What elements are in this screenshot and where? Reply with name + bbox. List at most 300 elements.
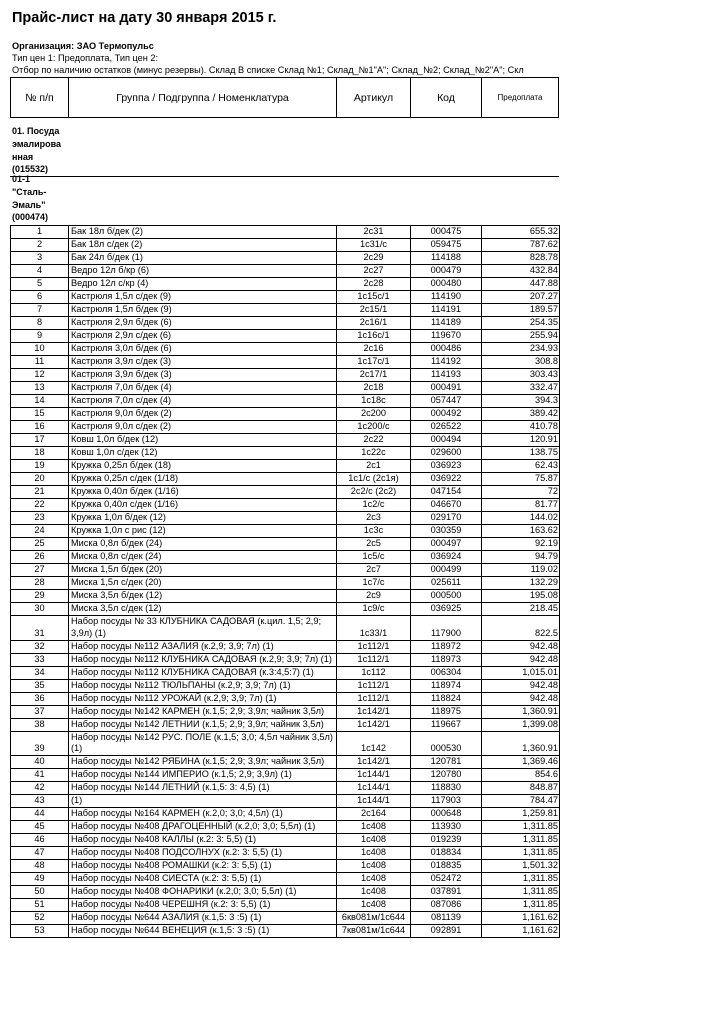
group-heading-line: (000474) (12, 212, 49, 223)
item-price: 308.8 (482, 356, 560, 369)
item-code: 000475 (411, 226, 482, 239)
item-article: 1с112 (337, 666, 411, 679)
filter-line: Отбор по наличию остатков (минус резервы). Склад В списке Склад №1; Склад_№1"А"; Склад_№2; Склад_№2"А"; Скл (12, 65, 524, 75)
item-article: 1с22с (337, 447, 411, 460)
item-price: 189.57 (482, 304, 560, 317)
item-price: 1,311.85 (482, 834, 560, 847)
item-code: 037891 (411, 886, 482, 899)
row-number: 53 (11, 925, 69, 938)
table-row (11, 252, 560, 265)
row-number: 5 (11, 278, 69, 291)
table-row (11, 718, 560, 731)
item-price: 218.45 (482, 603, 560, 616)
price-table (10, 225, 560, 938)
row-number: 38 (11, 718, 69, 731)
table-row (11, 640, 560, 653)
item-article: 2с27 (337, 265, 411, 278)
item-code: 114191 (411, 304, 482, 317)
item-name: Ковш 1,0л с/дек (12) (69, 447, 337, 460)
row-number: 18 (11, 447, 69, 460)
row-number: 41 (11, 769, 69, 782)
item-name: Кружка 1,0л б/дек (12) (69, 512, 337, 525)
item-price: 942.48 (482, 653, 560, 666)
row-number: 23 (11, 512, 69, 525)
table-row (11, 731, 560, 756)
item-article: 1с408 (337, 860, 411, 873)
item-article: 1с408 (337, 834, 411, 847)
item-name: Набор посуды №644 ВЕНЕЦИЯ (к.1,5: 3 :5) (1) (69, 925, 337, 938)
row-number: 50 (11, 886, 69, 899)
item-code: 114192 (411, 356, 482, 369)
row-number: 33 (11, 653, 69, 666)
item-code: 087086 (411, 899, 482, 912)
row-number: 39 (11, 731, 69, 756)
row-number: 4 (11, 265, 69, 278)
item-code: 000648 (411, 808, 482, 821)
item-article: 1с112/1 (337, 653, 411, 666)
item-article: 1с408 (337, 821, 411, 834)
item-price: 72 (482, 486, 560, 499)
item-code: 019239 (411, 834, 482, 847)
item-name: Ведро 12л б/кр (6) (69, 265, 337, 278)
table-row (11, 769, 560, 782)
row-number: 47 (11, 847, 69, 860)
item-article: 1с144/1 (337, 795, 411, 808)
item-price: 942.48 (482, 640, 560, 653)
item-price: 1,399.08 (482, 718, 560, 731)
item-article: 2с15/1 (337, 304, 411, 317)
table-row (11, 847, 560, 860)
table-row (11, 616, 560, 641)
item-code: 047154 (411, 486, 482, 499)
row-number: 14 (11, 395, 69, 408)
table-row (11, 590, 560, 603)
table-row (11, 304, 560, 317)
item-article: 2с7 (337, 564, 411, 577)
item-name: Миска 3,5л б/дек (12) (69, 590, 337, 603)
item-code: 120780 (411, 769, 482, 782)
item-price: 1,311.85 (482, 847, 560, 860)
item-name: Ковш 1,0л б/дек (12) (69, 434, 337, 447)
item-article: 2с1 (337, 460, 411, 473)
item-code: 057447 (411, 395, 482, 408)
group-heading-line: 01-1 (12, 174, 31, 184)
table-row (11, 925, 560, 938)
row-number: 22 (11, 499, 69, 512)
item-article: 1с408 (337, 847, 411, 860)
item-article: 1с142/1 (337, 718, 411, 731)
table-row (11, 679, 560, 692)
item-name: Набор посуды №112 АЗАЛИЯ (к.2,9; 3,9; 7л) (1) (69, 640, 337, 653)
item-name: Набор посуды №144 ИМПЕРИО (к.1,5; 2,9; 3,9л) (1) (69, 769, 337, 782)
item-name: Кастрюля 9,0л б/дек (2) (69, 408, 337, 421)
item-code: 118972 (411, 640, 482, 653)
item-price: 138.75 (482, 447, 560, 460)
item-article: 1с33/1 (337, 616, 411, 641)
col-header-price: Предоплата (497, 93, 543, 102)
item-code: 059475 (411, 239, 482, 252)
item-name: Кружка 1,0л с рис (12) (69, 525, 337, 538)
row-number: 46 (11, 834, 69, 847)
row-number: 45 (11, 821, 69, 834)
group-heading-1 (12, 125, 68, 176)
item-price: 132.29 (482, 577, 560, 590)
item-name: Кастрюля 9,0л с/дек (2) (69, 421, 337, 434)
item-price: 784.47 (482, 795, 560, 808)
table-row (11, 525, 560, 538)
item-name: Миска 0,8л с/дек (24) (69, 551, 337, 564)
item-code: 118974 (411, 679, 482, 692)
item-price: 787.62 (482, 239, 560, 252)
item-price: 119.02 (482, 564, 560, 577)
item-code: 114189 (411, 317, 482, 330)
table-header (10, 77, 559, 118)
table-row (11, 395, 560, 408)
row-number: 42 (11, 782, 69, 795)
price-types-line: Тип цен 1: Предоплата, Тип цен 2: (12, 53, 159, 63)
table-row (11, 551, 560, 564)
table-row (11, 343, 560, 356)
item-article: 2с200 (337, 408, 411, 421)
item-name: Миска 0,8л б/дек (24) (69, 538, 337, 551)
item-article: 1с142/1 (337, 705, 411, 718)
item-code: 117900 (411, 616, 482, 641)
row-number: 20 (11, 473, 69, 486)
item-price: 942.48 (482, 679, 560, 692)
col-header-num: № п/п (11, 78, 69, 117)
item-article: 6кв081м/1с644 (337, 912, 411, 925)
item-name: Кастрюля 3,9л с/дек (3) (69, 356, 337, 369)
item-name: Миска 1,5л б/дек (20) (69, 564, 337, 577)
table-row (11, 564, 560, 577)
item-name: Набор посуды №408 РОМАШКИ (к.2: 3: 5,5) (1) (69, 860, 337, 873)
table-row (11, 408, 560, 421)
item-code: 114190 (411, 291, 482, 304)
item-name: Ведро 12л с/кр (4) (69, 278, 337, 291)
item-name: Бак 24л б/дек (1) (69, 252, 337, 265)
item-article: 1с144/1 (337, 782, 411, 795)
item-price: 1,311.85 (482, 886, 560, 899)
item-article: 1с142/1 (337, 756, 411, 769)
item-article: 2с18 (337, 382, 411, 395)
item-name: Кастрюля 1,5л с/дек (9) (69, 291, 337, 304)
table-row (11, 899, 560, 912)
item-code: 036922 (411, 473, 482, 486)
item-article: 1с7/с (337, 577, 411, 590)
item-article: 2с17/1 (337, 369, 411, 382)
row-number: 1 (11, 226, 69, 239)
item-price: 655.32 (482, 226, 560, 239)
table-row (11, 912, 560, 925)
item-name: Бак 18л с/дек (2) (69, 239, 337, 252)
item-code: 113930 (411, 821, 482, 834)
item-article: 2с9 (337, 590, 411, 603)
item-article: 2с16/1 (337, 317, 411, 330)
row-number: 28 (11, 577, 69, 590)
item-name: Набор посуды №112 КЛУБНИКА САДОВАЯ (к.3:4,5:7) (1) (69, 666, 337, 679)
item-price: 389.42 (482, 408, 560, 421)
item-code: 018834 (411, 847, 482, 860)
group-heading-line: (015532) (12, 164, 49, 175)
item-name: Набор посуды №144 ЛЕТНИЙ (к.1,5: 3: 4,5) (1) (69, 782, 337, 795)
item-price: 1,259.81 (482, 808, 560, 821)
table-row (11, 756, 560, 769)
row-number: 26 (11, 551, 69, 564)
item-article: 2с3 (337, 512, 411, 525)
group-divider (10, 176, 559, 177)
item-price: 394.3 (482, 395, 560, 408)
row-number: 2 (11, 239, 69, 252)
table-row (11, 330, 560, 343)
item-code: 000480 (411, 278, 482, 291)
row-number: 27 (11, 564, 69, 577)
item-code: 000499 (411, 564, 482, 577)
item-name: Набор посуды №112 КЛУБНИКА САДОВАЯ (к.2,9; 3,9; 7л) (1) (69, 653, 337, 666)
item-price: 94.79 (482, 551, 560, 564)
item-price: 1,360.91 (482, 731, 560, 756)
row-number: 34 (11, 666, 69, 679)
item-article: 1с112/1 (337, 692, 411, 705)
organization-line: Организация: ЗАО Термопульс (12, 41, 154, 51)
item-name: Кастрюля 3,0л б/дек (6) (69, 343, 337, 356)
item-name: Кастрюля 2,9л б/дек (6) (69, 317, 337, 330)
table-row (11, 603, 560, 616)
item-code: 117903 (411, 795, 482, 808)
table-row (11, 317, 560, 330)
item-name: Набор посуды №408 ФОНАРИКИ (к.2,0; 3,0; 5,5л) (1) (69, 886, 337, 899)
row-number: 25 (11, 538, 69, 551)
item-article: 1с200/с (337, 421, 411, 434)
row-number: 17 (11, 434, 69, 447)
item-article: 1с15с/1 (337, 291, 411, 304)
group-heading-line: эмалирова (12, 138, 62, 149)
item-name: Набор посуды №142 РЯБИНА (к.1,5; 2,9; 3,9л; чайник 3,5л) (69, 756, 337, 769)
table-row (11, 653, 560, 666)
item-article: 1с31/с (337, 239, 411, 252)
item-code: 000497 (411, 538, 482, 551)
item-article: 1с9/с (337, 603, 411, 616)
item-code: 000500 (411, 590, 482, 603)
item-name: Набор посуды №408 КАЛЛЫ (к.2: 3: 5,5) (1) (69, 834, 337, 847)
item-price: 62.43 (482, 460, 560, 473)
group-heading-line: 01. Посуда (12, 126, 60, 136)
item-article: 2с2/с (2с2) (337, 486, 411, 499)
item-name: Миска 3,5л с/дек (12) (69, 603, 337, 616)
item-price: 303.43 (482, 369, 560, 382)
item-name: Набор посуды №142 РУС. ПОЛЕ (к.1,5; 3,0; 4,5л чайник 3,5л) (1) (69, 731, 337, 756)
row-number: 9 (11, 330, 69, 343)
item-price: 432.84 (482, 265, 560, 278)
item-code: 036924 (411, 551, 482, 564)
table-row (11, 226, 560, 239)
item-article: 1с16с/1 (337, 330, 411, 343)
table-row (11, 382, 560, 395)
table-row (11, 808, 560, 821)
item-code: 000479 (411, 265, 482, 278)
item-name: Набор посуды №408 СИЕСТА (к.2: 3: 5,5) (1) (69, 873, 337, 886)
item-article: 1с5/с (337, 551, 411, 564)
group-heading-line: Эмаль" (12, 199, 46, 210)
item-code: 036925 (411, 603, 482, 616)
item-name: Набор посуды №112 ТЮЛЬПАНЫ (к.2,9; 3,9; 7л) (1) (69, 679, 337, 692)
item-name: Кастрюля 3,9л б/дек (3) (69, 369, 337, 382)
item-name: Кастрюля 7,0л с/дек (4) (69, 395, 337, 408)
item-article: 1с408 (337, 873, 411, 886)
item-article: 1с142 (337, 731, 411, 756)
item-article: 1с18с (337, 395, 411, 408)
item-price: 255.94 (482, 330, 560, 343)
item-article: 1с2/с (337, 499, 411, 512)
row-number: 32 (11, 640, 69, 653)
row-number: 36 (11, 692, 69, 705)
item-article: 2с164 (337, 808, 411, 821)
item-price: 234.93 (482, 343, 560, 356)
row-number: 15 (11, 408, 69, 421)
item-code: 046670 (411, 499, 482, 512)
group-heading-line: нная (12, 151, 34, 162)
item-name: Кастрюля 1,5л б/дек (9) (69, 304, 337, 317)
item-price: 848.87 (482, 782, 560, 795)
row-number: 16 (11, 421, 69, 434)
item-price: 854.6 (482, 769, 560, 782)
row-number: 24 (11, 525, 69, 538)
item-price: 81.77 (482, 499, 560, 512)
item-price: 120.91 (482, 434, 560, 447)
group-heading-2 (12, 173, 68, 224)
row-number: 40 (11, 756, 69, 769)
row-number: 43 (11, 795, 69, 808)
item-article: 1с1/с (2с1я) (337, 473, 411, 486)
item-name: (1) (69, 795, 337, 808)
item-code: 052472 (411, 873, 482, 886)
table-row (11, 278, 560, 291)
table-row (11, 834, 560, 847)
item-code: 000492 (411, 408, 482, 421)
item-code: 030359 (411, 525, 482, 538)
table-row (11, 692, 560, 705)
item-price: 828.78 (482, 252, 560, 265)
table-row (11, 265, 560, 278)
row-number: 3 (11, 252, 69, 265)
item-article: 2с28 (337, 278, 411, 291)
item-code: 092891 (411, 925, 482, 938)
row-number: 44 (11, 808, 69, 821)
item-price: 1,161.62 (482, 925, 560, 938)
item-price: 75.87 (482, 473, 560, 486)
table-row (11, 239, 560, 252)
item-article: 1с3с (337, 525, 411, 538)
row-number: 37 (11, 705, 69, 718)
item-article: 1с112/1 (337, 679, 411, 692)
table-row (11, 369, 560, 382)
item-article: 1с408 (337, 899, 411, 912)
table-row (11, 421, 560, 434)
table-row (11, 821, 560, 834)
item-price: 1,501.32 (482, 860, 560, 873)
item-price: 1,161.62 (482, 912, 560, 925)
item-code: 000494 (411, 434, 482, 447)
item-article: 2с5 (337, 538, 411, 551)
item-name: Набор посуды №112 УРОЖАЙ (к.2,9; 3,9; 7л) (1) (69, 692, 337, 705)
page-title: Прайс-лист на дату 30 января 2015 г. (12, 10, 277, 26)
table-row (11, 666, 560, 679)
item-code: 029600 (411, 447, 482, 460)
item-price: 144.02 (482, 512, 560, 525)
item-article: 1с17с/1 (337, 356, 411, 369)
table-row (11, 538, 560, 551)
table-row (11, 473, 560, 486)
table-row (11, 886, 560, 899)
item-article: 2с31 (337, 226, 411, 239)
item-name: Бак 18л б/дек (2) (69, 226, 337, 239)
item-code: 120781 (411, 756, 482, 769)
table-row (11, 486, 560, 499)
item-code: 118975 (411, 705, 482, 718)
table-row (11, 782, 560, 795)
row-number: 51 (11, 899, 69, 912)
item-price: 92.19 (482, 538, 560, 551)
item-price: 1,311.85 (482, 899, 560, 912)
row-number: 6 (11, 291, 69, 304)
table-row (11, 577, 560, 590)
item-name: Набор посуды № 33 КЛУБНИКА САДОВАЯ (к.цил. 1,5; 2,9; 3,9л) (1) (69, 616, 337, 641)
item-price: 410.78 (482, 421, 560, 434)
row-number: 29 (11, 590, 69, 603)
item-article: 1с408 (337, 886, 411, 899)
item-price: 1,015.01 (482, 666, 560, 679)
item-code: 006304 (411, 666, 482, 679)
item-name: Кружка 0,40л б/дек (1/16) (69, 486, 337, 499)
item-article: 2с16 (337, 343, 411, 356)
table-row (11, 499, 560, 512)
item-name: Набор посуды №142 КАРМЕН (к.1,5; 2,9; 3,9л; чайник 3,5л) (69, 705, 337, 718)
row-number: 48 (11, 860, 69, 873)
col-header-code: Код (411, 78, 482, 117)
item-price: 195.08 (482, 590, 560, 603)
item-price: 447.88 (482, 278, 560, 291)
item-price: 1,360.91 (482, 705, 560, 718)
col-header-article: Артикул (337, 78, 411, 117)
row-number: 21 (11, 486, 69, 499)
table-row (11, 447, 560, 460)
item-code: 118824 (411, 692, 482, 705)
item-code: 018835 (411, 860, 482, 873)
item-code: 114193 (411, 369, 482, 382)
item-code: 081139 (411, 912, 482, 925)
item-name: Кружка 0,25л с/дек (1/18) (69, 473, 337, 486)
item-price: 1,311.85 (482, 873, 560, 886)
item-name: Кастрюля 7,0л б/дек (4) (69, 382, 337, 395)
item-article: 1с144/1 (337, 769, 411, 782)
row-number: 8 (11, 317, 69, 330)
item-code: 114188 (411, 252, 482, 265)
item-name: Набор посуды №164 КАРМЕН (к.2,0; 3,0; 4,5л) (1) (69, 808, 337, 821)
item-price: 1,369.46 (482, 756, 560, 769)
item-article: 1с112/1 (337, 640, 411, 653)
table-row (11, 873, 560, 886)
item-article: 2с22 (337, 434, 411, 447)
item-code: 118973 (411, 653, 482, 666)
item-price: 163.62 (482, 525, 560, 538)
item-code: 000530 (411, 731, 482, 756)
item-code: 036923 (411, 460, 482, 473)
row-number: 19 (11, 460, 69, 473)
item-name: Набор посуды №408 ЧЕРЕШНЯ (к.2: 3: 5,5) (1) (69, 899, 337, 912)
item-price: 942.48 (482, 692, 560, 705)
table-row (11, 291, 560, 304)
table-row (11, 512, 560, 525)
item-name: Набор посуды №644 АЗАЛИЯ (к.1,5: 3 :5) (1) (69, 912, 337, 925)
